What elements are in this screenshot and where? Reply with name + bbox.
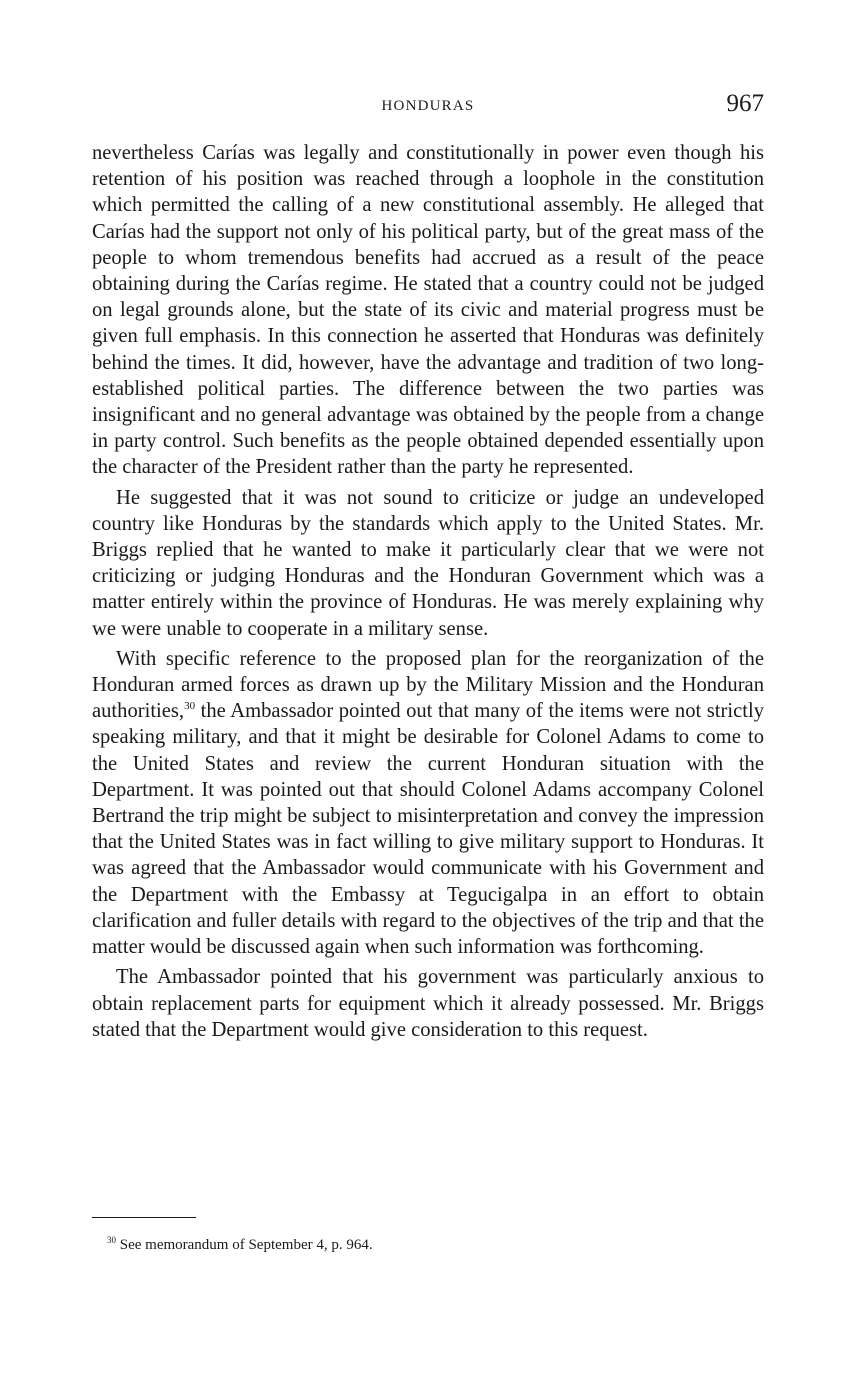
running-head xyxy=(92,90,764,124)
footnote-reference: 30 xyxy=(184,700,196,713)
paragraph-3-text-a: With specific reference to the proposed plan for the reorganization of the Honduran armed forces as drawn up by the Military Mission and the Honduran authorities, xyxy=(92,647,764,723)
footnote xyxy=(107,1235,373,1255)
paragraph-3-text-b: the Ambassador pointed out that many of the items were not strictly speaking military, and that it might be desirable for Colonel Adams to come to the United States and review the current Honduran situation with the Department. It was pointed out that should Colonel Adams accompany Colonel Bertrand the trip might be subject to misinterpretation and convey the impression that the United States was in fact willing to give military support to Honduras. It was agreed that the Ambassador would communicate with his Government and the Department with the Embassy at Tegucigalpa in an effort to obtain clarification and fuller details with regard to the objectives of the trip and that the matter would be discussed again when such information was forthcoming. xyxy=(92,700,764,959)
body-text xyxy=(92,140,764,1047)
paragraph-2: He suggested that it was not sound to criticize or judge an undeveloped country like Honduras by the standards which apply to the United States. Mr. Briggs replied that he wanted to make it particularly clear that we were not criticizing or judging Honduras and the Honduran Government which was a matter entirely within the province of Honduras. He was merely explaining why we were unable to cooperate in a military sense. xyxy=(92,486,764,640)
footnote-text: See memorandum of September 4, p. 964. xyxy=(116,1237,373,1253)
paragraph-4: The Ambassador pointed that his government was particularly anxious to obtain replacement parts for equipment which it already possessed. Mr. Briggs stated that the Department would give consideration to this request. xyxy=(92,966,764,1041)
footnote-divider xyxy=(92,1217,196,1218)
paragraph-3 xyxy=(92,646,764,960)
page-number: 967 xyxy=(726,90,764,117)
footnote-number: 30 xyxy=(107,1235,116,1245)
running-title: HONDURAS xyxy=(381,98,475,114)
paragraph-1: nevertheless Carías was legally and constitutionally in power even though his retention of his position was reached through a loophole in the constitution which permitted the calling of a new constitutional assembly. He alleged that Carías had the support not only of his political party, but of the great mass of the people to whom tremendous benefits had accrued as a result of the peace obtaining during the Carías regime. He stated that a country could not be judged on legal grounds alone, but the state of its civic and material progress must be given full emphasis. In this connection he asserted that Honduras was definitely behind the times. It did, however, have the advantage and tradition of two long-established political parties. The difference between the two parties was insignificant and no general advantage was obtained by the people from a change in party control. Such benefits as the people obtained depended essentially upon the character of the President rather than the party he represented. xyxy=(92,142,764,479)
